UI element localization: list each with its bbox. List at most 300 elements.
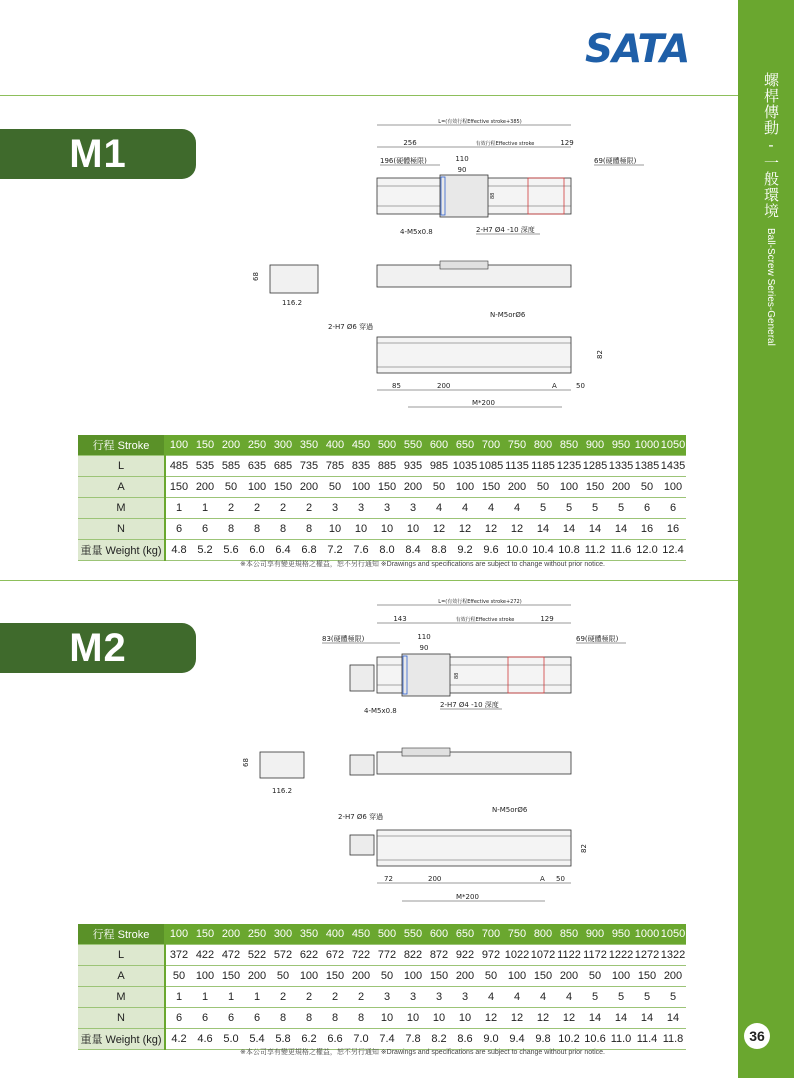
svg-text:83(硬體極限): 83(硬體極限) — [322, 635, 365, 643]
table-cell: 150 — [192, 435, 218, 456]
table-cell: 10 — [400, 519, 426, 540]
svg-text:90: 90 — [419, 644, 429, 652]
table-cell: 5.0 — [218, 1029, 244, 1050]
table-cell: 200 — [218, 435, 244, 456]
table-cell: 8.6 — [452, 1029, 478, 1050]
svg-text:A: A — [540, 875, 545, 883]
table-cell: 6 — [218, 1008, 244, 1029]
table-cell: 10 — [322, 519, 348, 540]
table-cell: 2 — [296, 987, 322, 1008]
table-cell: 12.0 — [634, 540, 660, 561]
table-cell: 9.8 — [530, 1029, 556, 1050]
table-cell: 150 — [270, 477, 296, 498]
row-label: N — [78, 519, 165, 540]
table-cell: 1000 — [634, 435, 660, 456]
table-cell: 8 — [244, 519, 270, 540]
table-row — [78, 966, 686, 987]
table-cell: 5.2 — [192, 540, 218, 561]
svg-text:4-M5x0.8: 4-M5x0.8 — [364, 707, 397, 715]
table-cell: 372 — [165, 945, 192, 966]
table-cell: 4 — [478, 498, 504, 519]
table-cell: 450 — [348, 435, 374, 456]
table-cell: 5.6 — [218, 540, 244, 561]
table-cell: 300 — [270, 924, 296, 945]
table-cell: 1085 — [478, 456, 504, 477]
table-cell: 150 — [192, 924, 218, 945]
table-cell: 1335 — [608, 456, 634, 477]
table-cell: 10.8 — [556, 540, 582, 561]
table-cell: 950 — [608, 435, 634, 456]
row-label: L — [78, 945, 165, 966]
table-cell: 12 — [478, 1008, 504, 1029]
table-cell: 5 — [634, 987, 660, 1008]
table-cell: 8 — [270, 519, 296, 540]
svg-text:50: 50 — [576, 382, 585, 390]
table-cell: 585 — [218, 456, 244, 477]
svg-text:L=(有效行程Effective stroke+272): L=(有效行程Effective stroke+272) — [438, 599, 522, 605]
table-cell: 3 — [374, 498, 400, 519]
table-row — [78, 987, 686, 1008]
table-cell: 10 — [426, 1008, 452, 1029]
svg-text:200: 200 — [437, 382, 451, 390]
table-cell: 250 — [244, 924, 270, 945]
table-cell: 422 — [192, 945, 218, 966]
table-row — [78, 456, 686, 477]
table-cell: 1172 — [582, 945, 608, 966]
m2-note: ※本公司享有變更規格之權益，恕不另行通知 ※Drawings and specifications are subject to change without prior notice. — [240, 1049, 605, 1056]
svg-text:129: 129 — [540, 615, 554, 623]
table-cell: 100 — [165, 924, 192, 945]
table-cell: 100 — [348, 477, 374, 498]
table-cell: 672 — [322, 945, 348, 966]
table-cell: 2 — [218, 498, 244, 519]
table-cell: 11.2 — [582, 540, 608, 561]
table-cell: 50 — [165, 966, 192, 987]
row-label: A — [78, 966, 165, 987]
sata-logo: SATA — [585, 27, 690, 72]
svg-text:2-H7 Ø4 -10 深度: 2-H7 Ø4 -10 深度 — [440, 701, 499, 709]
table-cell: 700 — [478, 435, 504, 456]
table-cell: 635 — [244, 456, 270, 477]
table-cell: 50 — [218, 477, 244, 498]
table-cell: 5 — [556, 498, 582, 519]
table-cell: 200 — [244, 966, 270, 987]
table-cell: 9.4 — [504, 1029, 530, 1050]
row-label: N — [78, 1008, 165, 1029]
table-cell: 850 — [556, 435, 582, 456]
table-cell: 7.8 — [400, 1029, 426, 1050]
row-label: A — [78, 477, 165, 498]
svg-text:88: 88 — [490, 192, 496, 199]
svg-text:M*200: M*200 — [456, 893, 479, 901]
table-cell: 450 — [348, 924, 374, 945]
svg-text:2-H7 Ø4 -10 深度: 2-H7 Ø4 -10 深度 — [476, 226, 535, 234]
table-cell: 2 — [244, 498, 270, 519]
table-cell: 650 — [452, 924, 478, 945]
svg-text:69(硬體極限): 69(硬體極限) — [594, 157, 637, 165]
svg-text:256: 256 — [403, 139, 417, 147]
table-cell: 10 — [374, 519, 400, 540]
table-cell: 3 — [400, 498, 426, 519]
table-row — [78, 435, 686, 456]
row-label: L — [78, 456, 165, 477]
table-cell: 12 — [556, 1008, 582, 1029]
table-cell: 8.4 — [400, 540, 426, 561]
table-cell: 6.2 — [296, 1029, 322, 1050]
svg-text:M*200: M*200 — [472, 399, 495, 407]
table-row — [78, 945, 686, 966]
table-cell: 8 — [218, 519, 244, 540]
table-cell: 1000 — [634, 924, 660, 945]
table-cell: 8.0 — [374, 540, 400, 561]
svg-text:4-M5x0.8: 4-M5x0.8 — [400, 228, 433, 236]
svg-text:50: 50 — [556, 875, 565, 883]
table-cell: 150 — [582, 477, 608, 498]
table-cell: 3 — [426, 987, 452, 1008]
table-cell: 200 — [192, 477, 218, 498]
table-cell: 5 — [530, 498, 556, 519]
table-cell: 1235 — [556, 456, 582, 477]
table-cell: 4 — [426, 498, 452, 519]
table-cell: 572 — [270, 945, 296, 966]
table-cell: 14 — [582, 519, 608, 540]
table-cell: 535 — [192, 456, 218, 477]
table-cell: 200 — [660, 966, 686, 987]
table-cell: 600 — [426, 435, 452, 456]
m2-drawing — [240, 595, 620, 915]
svg-text:143: 143 — [393, 615, 407, 623]
table-cell: 3 — [322, 498, 348, 519]
table-cell: 11.8 — [660, 1029, 686, 1050]
table-cell: 1385 — [634, 456, 660, 477]
table-cell: 14 — [608, 1008, 634, 1029]
table-cell: 50 — [634, 477, 660, 498]
table-cell: 522 — [244, 945, 270, 966]
table-cell: 12 — [504, 1008, 530, 1029]
table-cell: 5 — [608, 987, 634, 1008]
svg-text:有效行程Effective stroke: 有效行程Effective stroke — [455, 617, 515, 623]
side-title-cn: 螺桿傳動-一般環境 — [762, 72, 780, 219]
table-cell: 1222 — [608, 945, 634, 966]
table-cell: 50 — [530, 477, 556, 498]
table-cell: 4 — [452, 498, 478, 519]
table-row — [78, 519, 686, 540]
table-cell: 14 — [608, 519, 634, 540]
table-cell: 50 — [582, 966, 608, 987]
table-cell: 1072 — [530, 945, 556, 966]
table-cell: 50 — [374, 966, 400, 987]
table-cell: 100 — [165, 435, 192, 456]
svg-text:85: 85 — [392, 382, 401, 390]
table-cell: 50 — [322, 477, 348, 498]
table-cell: 485 — [165, 456, 192, 477]
table-cell: 1 — [165, 987, 192, 1008]
table-cell: 100 — [660, 477, 686, 498]
table-cell: 100 — [192, 966, 218, 987]
table-cell: 10 — [452, 1008, 478, 1029]
row-label: M — [78, 498, 165, 519]
table-cell: 6 — [165, 1008, 192, 1029]
table-cell: 3 — [452, 987, 478, 1008]
table-cell: 722 — [348, 945, 374, 966]
table-cell: 10.4 — [530, 540, 556, 561]
table-cell: 985 — [426, 456, 452, 477]
table-cell: 950 — [608, 924, 634, 945]
svg-text:116.2: 116.2 — [272, 787, 293, 795]
table-cell: 100 — [556, 477, 582, 498]
m1-technical-drawing — [240, 115, 637, 415]
table-cell: 12.4 — [660, 540, 686, 561]
table-cell: 7.0 — [348, 1029, 374, 1050]
row-label: 重量 Weight (kg) — [78, 1029, 165, 1050]
table-cell: 10 — [400, 1008, 426, 1029]
table-cell: 8 — [296, 1008, 322, 1029]
svg-text:110: 110 — [417, 633, 431, 641]
table-cell: 200 — [608, 477, 634, 498]
table-cell: 772 — [374, 945, 400, 966]
table-cell: 1322 — [660, 945, 686, 966]
table-cell: 835 — [348, 456, 374, 477]
table-cell: 4 — [478, 987, 504, 1008]
table-cell: 100 — [400, 966, 426, 987]
table-cell: 7.4 — [374, 1029, 400, 1050]
row-label: 行程 Stroke — [78, 435, 165, 456]
table-cell: 14 — [634, 1008, 660, 1029]
table-cell: 6.4 — [270, 540, 296, 561]
table-cell: 1 — [244, 987, 270, 1008]
table-cell: 4 — [530, 987, 556, 1008]
table-cell: 3 — [348, 498, 374, 519]
section-divider — [0, 580, 738, 581]
table-cell: 1 — [165, 498, 192, 519]
table-cell: 935 — [400, 456, 426, 477]
table-cell: 5 — [582, 987, 608, 1008]
svg-text:2-H7 Ø6 穿過: 2-H7 Ø6 穿過 — [338, 813, 384, 821]
table-row — [78, 477, 686, 498]
table-cell: 14 — [660, 1008, 686, 1029]
table-cell: 200 — [400, 477, 426, 498]
table-cell: 650 — [452, 435, 478, 456]
table-cell: 4 — [504, 987, 530, 1008]
table-cell: 100 — [608, 966, 634, 987]
table-cell: 4.2 — [165, 1029, 192, 1050]
table-cell: 16 — [660, 519, 686, 540]
svg-text:69(硬體極限): 69(硬體極限) — [576, 635, 619, 643]
svg-text:L=(有效行程Effective stroke+385): L=(有效行程Effective stroke+385) — [438, 119, 522, 125]
m1-note: ※本公司享有變更規格之權益，恕不另行通知 ※Drawings and specifications are subject to change without prior notice. — [240, 561, 605, 568]
table-cell: 200 — [296, 477, 322, 498]
row-label: 重量 Weight (kg) — [78, 540, 165, 561]
svg-text:110: 110 — [455, 155, 469, 163]
table-cell: 6 — [634, 498, 660, 519]
svg-text:68: 68 — [242, 758, 250, 767]
table-cell: 1 — [218, 987, 244, 1008]
table-cell: 1 — [192, 987, 218, 1008]
table-cell: 350 — [296, 435, 322, 456]
table-cell: 5 — [582, 498, 608, 519]
table-cell: 1035 — [452, 456, 478, 477]
svg-text:116.2: 116.2 — [282, 299, 303, 307]
table-cell: 1185 — [530, 456, 556, 477]
svg-text:82: 82 — [596, 350, 604, 359]
table-cell: 7.2 — [322, 540, 348, 561]
table-cell: 750 — [504, 924, 530, 945]
table-cell: 11.4 — [634, 1029, 660, 1050]
table-cell: 850 — [556, 924, 582, 945]
table-cell: 14 — [582, 1008, 608, 1029]
table-cell: 785 — [322, 456, 348, 477]
table-cell: 5.8 — [270, 1029, 296, 1050]
table-cell: 4.6 — [192, 1029, 218, 1050]
table-cell: 1285 — [582, 456, 608, 477]
table-cell: 10 — [374, 1008, 400, 1029]
svg-text:N-M5orØ6: N-M5orØ6 — [490, 311, 526, 319]
table-cell: 250 — [244, 435, 270, 456]
row-label: M — [78, 987, 165, 1008]
table-cell: 1050 — [660, 924, 686, 945]
table-cell: 885 — [374, 456, 400, 477]
m1-spec-table — [78, 435, 686, 561]
table-cell: 6 — [192, 1008, 218, 1029]
table-cell: 100 — [452, 477, 478, 498]
table-cell: 300 — [270, 435, 296, 456]
table-cell: 4.8 — [165, 540, 192, 561]
table-cell: 4 — [556, 987, 582, 1008]
table-cell: 100 — [504, 966, 530, 987]
table-cell: 2 — [322, 987, 348, 1008]
row-label: 行程 Stroke — [78, 924, 165, 945]
table-cell: 400 — [322, 435, 348, 456]
table-cell: 1272 — [634, 945, 660, 966]
table-cell: 1122 — [556, 945, 582, 966]
table-cell: 500 — [374, 924, 400, 945]
table-cell: 10.0 — [504, 540, 530, 561]
table-cell: 6 — [192, 519, 218, 540]
table-cell: 150 — [426, 966, 452, 987]
table-cell: 5 — [660, 987, 686, 1008]
table-cell: 5 — [608, 498, 634, 519]
table-row — [78, 498, 686, 519]
svg-text:82: 82 — [580, 844, 588, 853]
table-row — [78, 924, 686, 945]
table-cell: 50 — [426, 477, 452, 498]
table-cell: 735 — [296, 456, 322, 477]
table-cell: 50 — [478, 966, 504, 987]
table-cell: 1022 — [504, 945, 530, 966]
section-divider — [0, 95, 738, 96]
table-cell: 1 — [192, 498, 218, 519]
table-cell: 1435 — [660, 456, 686, 477]
table-cell: 700 — [478, 924, 504, 945]
table-cell: 12 — [504, 519, 530, 540]
section-label-m2: M2 — [0, 623, 196, 673]
table-cell: 12 — [452, 519, 478, 540]
table-cell: 9.2 — [452, 540, 478, 561]
table-cell: 2 — [296, 498, 322, 519]
table-cell: 900 — [582, 924, 608, 945]
table-cell: 7.6 — [348, 540, 374, 561]
table-cell: 400 — [322, 924, 348, 945]
table-cell: 11.6 — [608, 540, 634, 561]
table-cell: 500 — [374, 435, 400, 456]
section-label-m1: M1 — [0, 129, 196, 179]
table-cell: 1050 — [660, 435, 686, 456]
table-cell: 8 — [348, 1008, 374, 1029]
table-cell: 100 — [244, 477, 270, 498]
svg-text:88: 88 — [454, 672, 460, 679]
table-cell: 200 — [348, 966, 374, 987]
svg-text:N-M5orØ6: N-M5orØ6 — [492, 806, 528, 814]
table-cell: 1135 — [504, 456, 530, 477]
table-row — [78, 540, 686, 561]
table-cell: 9.6 — [478, 540, 504, 561]
table-cell: 12 — [478, 519, 504, 540]
m2-spec-table — [78, 924, 686, 1050]
svg-text:196(硬體極限): 196(硬體極限) — [380, 157, 427, 165]
table-cell: 622 — [296, 945, 322, 966]
table-cell: 200 — [218, 924, 244, 945]
table-cell: 150 — [165, 477, 192, 498]
table-cell: 972 — [478, 945, 504, 966]
table-cell: 8 — [270, 1008, 296, 1029]
table-cell: 6 — [165, 519, 192, 540]
table-cell: 3 — [400, 987, 426, 1008]
svg-text:有效行程Effective stroke: 有效行程Effective stroke — [475, 141, 535, 147]
table-cell: 200 — [504, 477, 530, 498]
table-cell: 150 — [530, 966, 556, 987]
svg-text:90: 90 — [457, 166, 467, 174]
table-cell: 900 — [582, 435, 608, 456]
table-cell: 6.0 — [244, 540, 270, 561]
svg-text:68: 68 — [252, 272, 260, 281]
table-cell: 6 — [244, 1008, 270, 1029]
svg-text:2-H7 Ø6 穿過: 2-H7 Ø6 穿過 — [328, 323, 374, 331]
table-cell: 600 — [426, 924, 452, 945]
table-cell: 9.0 — [478, 1029, 504, 1050]
table-cell: 6.8 — [296, 540, 322, 561]
table-cell: 150 — [634, 966, 660, 987]
svg-text:A: A — [552, 382, 557, 390]
page-number: 36 — [744, 1023, 770, 1049]
table-cell: 16 — [634, 519, 660, 540]
table-row — [78, 1008, 686, 1029]
table-cell: 550 — [400, 924, 426, 945]
svg-text:72: 72 — [384, 875, 393, 883]
table-cell: 200 — [556, 966, 582, 987]
table-cell: 800 — [530, 435, 556, 456]
table-cell: 2 — [348, 987, 374, 1008]
table-cell: 100 — [296, 966, 322, 987]
table-cell: 8.8 — [426, 540, 452, 561]
table-cell: 14 — [556, 519, 582, 540]
table-cell: 12 — [530, 1008, 556, 1029]
m1-drawing — [240, 115, 637, 415]
table-cell: 8 — [322, 1008, 348, 1029]
table-cell: 685 — [270, 456, 296, 477]
table-cell: 10.6 — [582, 1029, 608, 1050]
table-cell: 8 — [296, 519, 322, 540]
table-cell: 3 — [374, 987, 400, 1008]
table-cell: 150 — [374, 477, 400, 498]
table-cell: 12 — [426, 519, 452, 540]
table-cell: 550 — [400, 435, 426, 456]
svg-text:129: 129 — [560, 139, 574, 147]
table-cell: 10.2 — [556, 1029, 582, 1050]
table-cell: 922 — [452, 945, 478, 966]
table-cell: 6 — [660, 498, 686, 519]
table-cell: 8.2 — [426, 1029, 452, 1050]
table-cell: 872 — [426, 945, 452, 966]
